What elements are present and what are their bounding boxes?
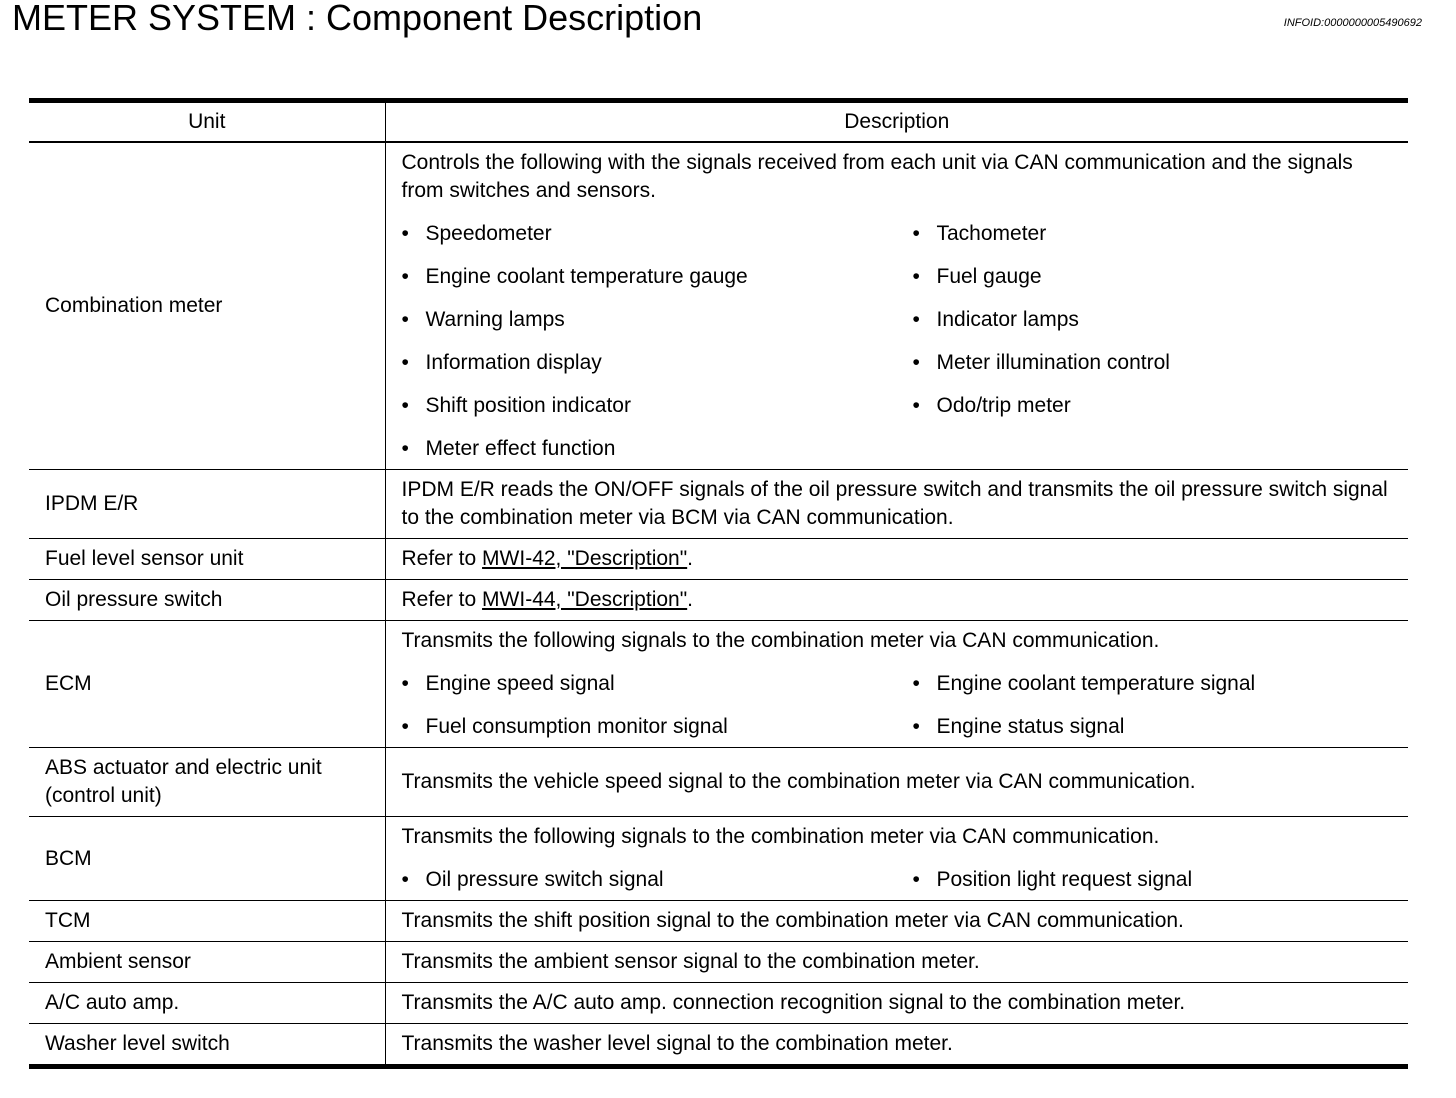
bullet-item: • Odo/trip meter <box>913 392 1395 420</box>
bullet-item: • Oil pressure switch signal <box>402 866 913 894</box>
page-title: METER SYSTEM : Component Description <box>12 0 703 38</box>
reference-text <box>402 586 1395 614</box>
description-cell <box>385 1024 1408 1067</box>
info-id: INFOID:0000000005490692 <box>1283 17 1422 29</box>
bullet-item: • Engine coolant temperature signal <box>913 670 1395 698</box>
bullet-item: • Engine status signal <box>913 713 1395 741</box>
description-cell <box>385 580 1408 621</box>
bullet-item: • Tachometer <box>913 220 1395 248</box>
description-cell <box>385 539 1408 580</box>
description-text: Transmits the vehicle speed signal to the combination meter via CAN communication. <box>401 770 1196 793</box>
table-row <box>29 748 1408 817</box>
description-cell <box>385 817 1408 901</box>
column-header-description: Description <box>385 101 1408 143</box>
table-header-row <box>29 101 1408 143</box>
bullet-list <box>402 220 1395 463</box>
bullet-item: • Fuel gauge <box>913 263 1395 291</box>
bullet-list <box>402 866 1395 894</box>
description-text: Transmits the following signals to the combination meter via CAN communication. <box>401 629 1160 652</box>
unit-cell: Fuel level sensor unit <box>29 539 385 580</box>
bullet-item: • Meter effect function <box>402 435 913 463</box>
bullet-item: • Speedometer <box>402 220 913 248</box>
table-row <box>29 817 1408 901</box>
table-row <box>29 901 1408 942</box>
bullet-item: • Engine coolant temperature gauge <box>402 263 913 291</box>
reference-prefix: Refer to <box>401 547 483 570</box>
description-text: Transmits the shift position signal to the combination meter via CAN communication. <box>401 909 1184 932</box>
bullet-list <box>402 670 1395 741</box>
description-cell <box>385 470 1408 539</box>
description-cell <box>385 942 1408 983</box>
unit-cell: IPDM E/R <box>29 470 385 539</box>
unit-cell: BCM <box>29 817 385 901</box>
unit-cell: Combination meter <box>29 142 385 470</box>
unit-cell: Ambient sensor <box>29 942 385 983</box>
bullet-item: • Fuel consumption monitor signal <box>402 713 913 741</box>
reference-link[interactable]: MWI-42, "Description" <box>482 547 688 570</box>
description-text: IPDM E/R reads the ON/OFF signals of the oil pressure switch and transmits the oil pressure switch signal to the combination meter via BCM via CAN communication. <box>401 478 1388 529</box>
description-cell <box>385 748 1408 817</box>
reference-suffix: . <box>687 547 694 570</box>
bullet-item: • Shift position indicator <box>402 392 913 420</box>
reference-link[interactable]: MWI-44, "Description" <box>482 588 688 611</box>
description-text: Transmits the ambient sensor signal to the combination meter. <box>401 950 980 973</box>
table-row <box>29 621 1408 748</box>
bullet-item: • Meter illumination control <box>913 349 1395 377</box>
description-cell <box>385 901 1408 942</box>
description-text: Transmits the washer level signal to the combination meter. <box>401 1032 953 1055</box>
table-row <box>29 1024 1408 1067</box>
bullet-item: • Information display <box>402 349 913 377</box>
table-row <box>29 142 1408 470</box>
component-table <box>29 98 1408 1069</box>
reference-text <box>402 545 1395 573</box>
bullet-item: • Warning lamps <box>402 306 913 334</box>
description-text: Controls the following with the signals received from each unit via CAN communication and the signals from switches and sensors. <box>401 151 1353 202</box>
unit-cell: ABS actuator and electric unit (control unit) <box>29 748 385 817</box>
description-cell <box>385 983 1408 1024</box>
table-row <box>29 539 1408 580</box>
description-cell <box>385 142 1408 470</box>
bullet-item: • Engine speed signal <box>402 670 913 698</box>
reference-suffix: . <box>687 588 694 611</box>
bullet-item: • Indicator lamps <box>913 306 1395 334</box>
table-row <box>29 580 1408 621</box>
description-text: Transmits the A/C auto amp. connection recognition signal to the combination meter. <box>401 991 1186 1014</box>
unit-cell: Oil pressure switch <box>29 580 385 621</box>
unit-cell: A/C auto amp. <box>29 983 385 1024</box>
unit-cell: Washer level switch <box>29 1024 385 1067</box>
unit-cell: ECM <box>29 621 385 748</box>
reference-prefix: Refer to <box>401 588 483 611</box>
table-row <box>29 942 1408 983</box>
bullet-item: • Position light request signal <box>913 866 1395 894</box>
description-text: Transmits the following signals to the combination meter via CAN communication. <box>401 825 1160 848</box>
description-cell <box>385 621 1408 748</box>
table-row <box>29 983 1408 1024</box>
unit-cell: TCM <box>29 901 385 942</box>
table-row <box>29 470 1408 539</box>
column-header-unit: Unit <box>29 101 385 143</box>
